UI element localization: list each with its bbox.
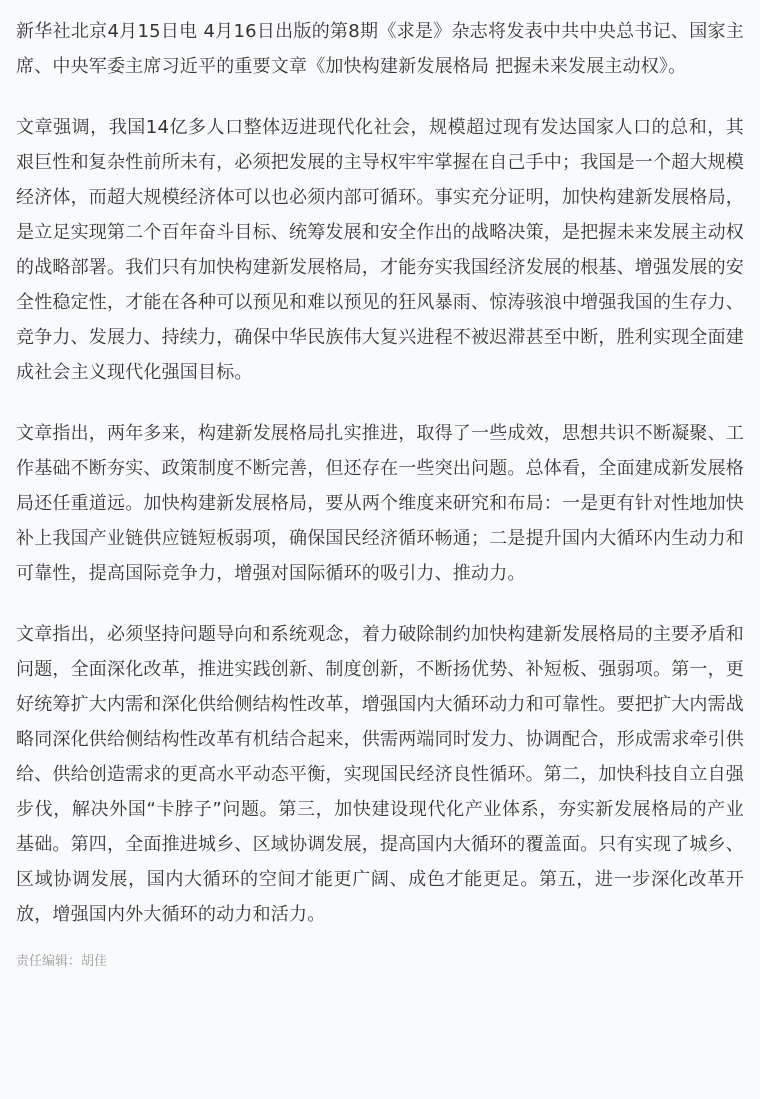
article-paragraph-4: 文章指出，必须坚持问题导向和系统观念，着力破除制约加快构建新发展格局的主要矛盾和问题，全面深化改革，推进实践创新、制度创新，不断扬优势、补短板、强弱项。第一，更好统筹扩大内需和深化供给侧结构性改革，增强国内大循环动力和可靠性。要把扩大内需战略同深化供给侧结构性改革有机结合起来，供需两端同时发力、协调配合，形成需求牵引供给、供给创造需求的更高水平动态平衡，实现国民经济良性循环。第二，加快科技自立自强步伐，解决外国“卡脖子”问题。第三，加快建设现代化产业体系，夯实新发展格局的产业基础。第四，全面推进城乡、区域协调发展，提高国内大循环的覆盖面。只有实现了城乡、区域协调发展，国内大循环的空间才能更广阔、成色才能更足。第五，进一步深化改革开放，增强国内外大循环的动力和活力。 [16,624,744,925]
editor-credit: 责任编辑：胡佳 [16,954,108,969]
article-paragraph-1: 新华社北京4月15日电 4月16日出版的第8期《求是》杂志将发表中共中央总书记、国家主席、中央军委主席习近平的重要文章《加快构建新发展格局 把握未来发展主动权》。 [16,21,744,77]
article-paragraph-3: 文章指出，两年多来，构建新发展格局扎实推进，取得了一些成效，思想共识不断凝聚、工作基础不断夯实、政策制度不断完善，但还存在一些突出问题。总体看，全面建成新发展格局还任重道远。加快构建新发展格局，要从两个维度来研究和布局：一是更有针对性地加快补上我国产业链供应链短板弱项，确保国民经济循环畅通；二是提升国内大循环内生动力和可靠性，提高国际竞争力，增强对国际循环的吸引力、推动力。 [16,423,744,584]
article-paragraph-2: 文章强调，我国14亿多人口整体迈进现代化社会，规模超过现有发达国家人口的总和，其艰巨性和复杂性前所未有，必须把发展的主导权牢牢掌握在自己手中；我国是一个超大规模经济体，而超大规模经济体可以也必须内部可循环。事实充分证明，加快构建新发展格局，是立足实现第二个百年奋斗目标、统筹发展和安全作出的战略决策，是把握未来发展主动权的战略部署。我们只有加快构建新发展格局，才能夯实我国经济发展的根基、增强发展的安全性稳定性，才能在各种可以预见和难以预见的狂风暴雨、惊涛骇浪中增强我国的生存力、竞争力、发展力、持续力，确保中华民族伟大复兴进程不被迟滞甚至中断，胜利实现全面建成社会主义现代化强国目标。 [16,117,744,383]
